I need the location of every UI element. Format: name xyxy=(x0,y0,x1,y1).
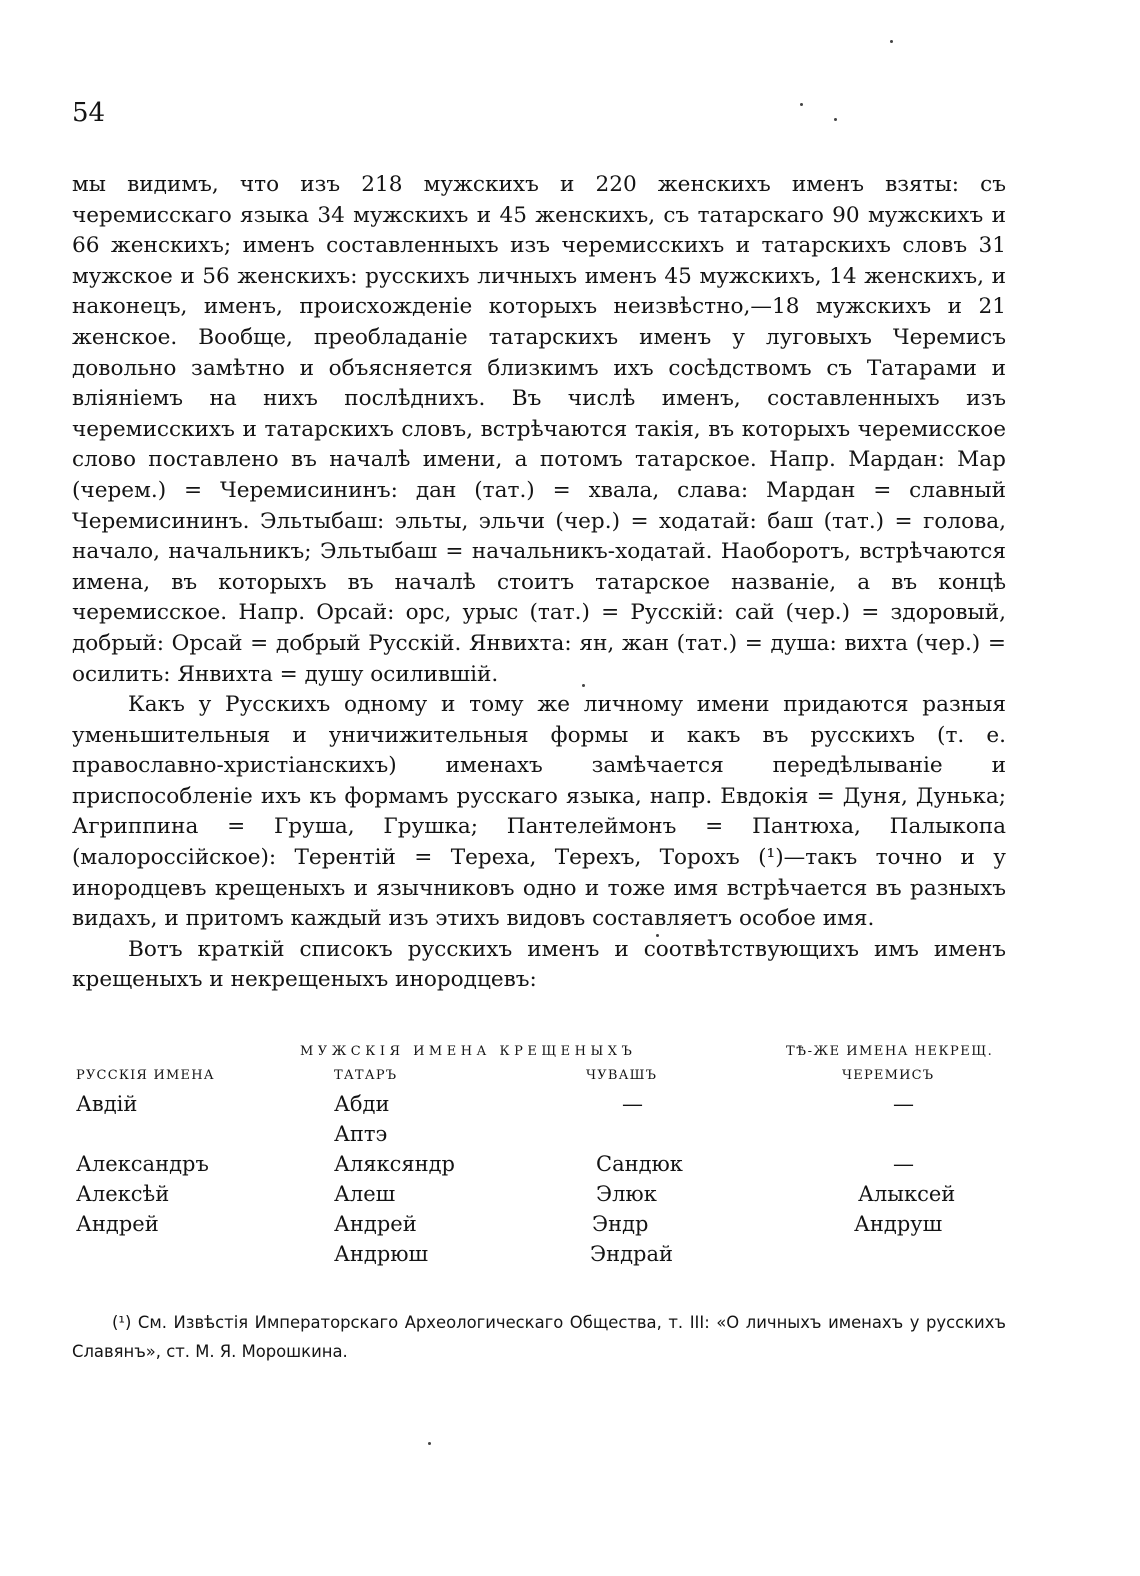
scan-speck xyxy=(890,40,893,43)
cell-chuvash: Эндр xyxy=(592,1212,649,1236)
paragraph-2: Какъ у Русскихъ одному и тому же личному имени придаются разныя уменьшительныя и уничижительныя формы и какъ въ русскихъ (т. е. православно-христіанскихъ) именахъ замѣчается передѣлываніе и приспособленіе ихъ къ формамъ русскаго языка, напр. Евдокія = Дуня, Дунька; Агриппина = Груша, Грушка; Пантелеймонъ = Пантюха, Палыкопа (малороссійское): Терентій = Тереха, Терехъ, Торохъ (¹)—такъ точно и у инородцевъ крещеныхъ и язычниковъ одно и тоже имя встрѣчается въ разныхъ видахъ, и притомъ каждый изъ этихъ видовъ составляетъ особое имя. xyxy=(72,692,1006,932)
paragraph-1: мы видимъ, что изъ 218 мужскихъ и 220 женскихъ именъ взяты: съ черемисскаго языка 34 мужскихъ и 45 женскихъ, съ татарскаго 90 мужскихъ и 66 женскихъ; именъ составленныхъ изъ черемисскихъ и татарскихъ словъ 31 мужское и 56 женскихъ: русскихъ личныхъ именъ 45 мужскихъ, 14 женскихъ, и наконецъ, именъ, происхожденіе которыхъ неизвѣстно,—18 мужскихъ и 21 женское. Вообще, преобладаніе татарскихъ именъ у луговыхъ Черемисъ довольно замѣтно и объясняется близкимъ ихъ сосѣдствомъ съ Татарами и вліяніемъ на нихъ послѣднихъ. Въ числѣ именъ, составленныхъ изъ черемисскихъ и татарскихъ словъ, встрѣчаются такія, въ которыхъ черемисское слово поставлено въ началѣ имени, а потомъ татарское. Напр. Мардан: Мар (черем.) = Черемисининъ: дан (тат.) = хвала, слава: Мардан = славный Черемисининъ. Эльтыбаш: эльты, эльчи (чер.) = ходатай: баш (тат.) = голова, начало, начальникъ; Эльтыбаш = начальникъ-ходатай. Наоборотъ, встрѣчаются имена, въ которыхъ въ началѣ стоитъ татарское названіе, а въ концѣ черемисское. Напр. Орсай: орс, урыс (тат.) = Русскій: сай (чер.) = здоровый, добрый: Орсай = добрый Русскій. Янвихта: ян, жан (тат.) = душа: вихта (чер.) = осилить: Янвихта = душу осилившій. xyxy=(72,172,1006,687)
cell-cheremis: Андруш xyxy=(854,1212,943,1236)
cell-tatar: Аптэ xyxy=(334,1122,388,1146)
cell-cheremis: — xyxy=(893,1092,914,1116)
scan-speck xyxy=(582,684,585,687)
cell-tatar: Андрей xyxy=(334,1212,417,1236)
cell-russian: Андрей xyxy=(76,1212,159,1236)
scan-speck xyxy=(800,103,803,106)
column-header-cheremis: ЧЕРЕМИСЪ xyxy=(842,1068,935,1083)
cell-chuvash: — xyxy=(622,1092,643,1116)
main-text xyxy=(72,170,1006,996)
table-group-header-unbaptized: ТѢ-ЖЕ ИМЕНА НЕКРЕЩ. xyxy=(786,1044,994,1059)
cell-tatar: Абди xyxy=(334,1092,390,1116)
cell-russian: Алексѣй xyxy=(76,1182,170,1206)
page-number: 54 xyxy=(72,98,106,128)
cell-tatar: Андрюш xyxy=(334,1242,429,1266)
column-header-russian: РУССКІЯ ИМЕНА xyxy=(76,1068,215,1083)
cell-tatar: Алеш xyxy=(334,1182,396,1206)
table-group-header-baptized: МУЖСКІЯ ИМЕНА КРЕЩЕНЫХЪ xyxy=(300,1044,637,1059)
cell-chuvash: Сандюк xyxy=(596,1152,683,1176)
paragraph-3: Вотъ краткій списокъ русскихъ именъ и соотвѣтствующихъ имъ именъ крещеныхъ и некрещеныхъ инородцевъ: xyxy=(72,936,1006,993)
cell-russian: Авдій xyxy=(76,1092,138,1116)
column-header-tatar: ТАТАРЪ xyxy=(334,1068,398,1083)
cell-tatar: Аляксяндр xyxy=(334,1152,455,1176)
footnote: (¹) См. Извѣстія Императорскаго Археологическаго Общества, т. III: «О личныхъ именахъ у русскихъ Славянъ», ст. М. Я. Морошкина. xyxy=(72,1313,1006,1361)
scan-speck xyxy=(834,118,837,121)
column-header-chuvash: ЧУВАШЪ xyxy=(586,1068,658,1083)
cell-cheremis: — xyxy=(893,1152,914,1176)
cell-cheremis: Алыксей xyxy=(858,1182,956,1206)
cell-chuvash: Элюк xyxy=(596,1182,657,1206)
scan-speck xyxy=(428,1442,431,1445)
scan-speck xyxy=(656,934,659,937)
cell-russian: Александръ xyxy=(76,1152,209,1176)
cell-chuvash: Эндрай xyxy=(590,1242,673,1266)
